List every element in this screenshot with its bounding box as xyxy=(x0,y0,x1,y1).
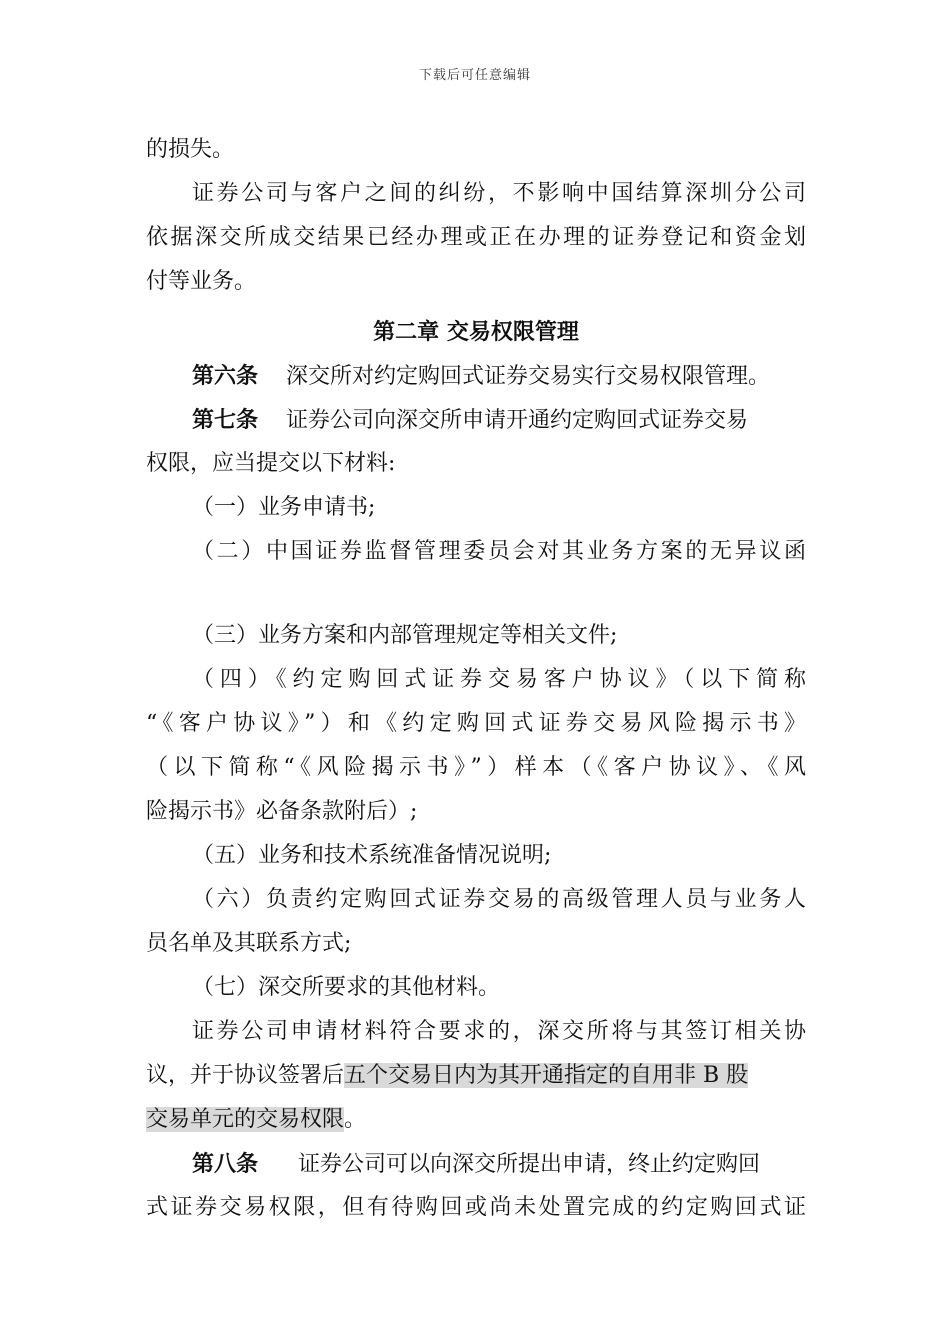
text-line: 的损失。 xyxy=(146,137,235,162)
highlighted-text: 交易单元的交易权限 xyxy=(146,1107,345,1132)
text-line: 员名单及其联系方式; xyxy=(146,931,352,956)
article-eight xyxy=(146,1142,806,1186)
list-item: （四）《约定购回式证券交易客户协议》（以下简称 xyxy=(192,667,806,692)
article-seven xyxy=(146,398,806,442)
text-line: 险揭示书》必备条款附后）; xyxy=(146,799,418,824)
text-span: 。 xyxy=(344,1107,367,1132)
text-line xyxy=(146,1098,806,1142)
text-line xyxy=(146,1054,806,1098)
text-line: 式证券交易权限，但有待购回或尚未处置完成的约定购回式证 xyxy=(146,1195,806,1220)
article-text: 证券公司向深交所申请开通约定购回式证券交易 xyxy=(286,408,749,433)
header-note: 下载后可任意编辑 xyxy=(418,68,531,83)
text-line: 付等业务。 xyxy=(146,269,257,294)
text-span: 议，并于协议签署后 xyxy=(146,1063,345,1088)
text-line: 证券公司申请材料符合要求的，深交所将与其签订相关协 xyxy=(192,1019,806,1044)
chapter-heading: 第二章 交易权限管理 xyxy=(373,319,579,345)
text-line: 权限，应当提交以下材料: xyxy=(146,451,396,476)
text-line: 证券公司与客户之间的纠纷，不影响中国结算深圳分公司 xyxy=(192,181,806,206)
list-item: （六）负责约定购回式证券交易的高级管理人员与业务人 xyxy=(192,887,806,912)
article-title: 第六条 xyxy=(192,363,259,389)
document-body xyxy=(146,128,806,1230)
text-line: 依据深交所成交结果已经办理或正在办理的证券登记和资金划 xyxy=(146,225,806,250)
list-item: （二）中国证券监督管理委员会对其业务方案的无异议函 xyxy=(192,539,806,564)
text-line: “《客户协议》”）和《约定购回式证券交易风险揭示书》 xyxy=(146,711,806,736)
text-line: （以下简称“《风险揭示书》”）样本（《客户协议》、《风 xyxy=(146,755,806,780)
highlighted-text: 五个交易日内为其开通指定的自用非 B 股 xyxy=(344,1063,749,1088)
article-title: 第七条 xyxy=(192,407,259,433)
article-text: 深交所对约定购回式证券交易实行交易权限管理。 xyxy=(286,364,771,389)
article-six xyxy=(146,354,806,398)
list-item: （一）业务申请书; xyxy=(192,495,376,520)
article-text: 证券公司可以向深交所提出申请，终止约定购回 xyxy=(298,1152,761,1177)
list-item: （五）业务和技术系统准备情况说明; xyxy=(192,843,552,868)
list-item: （三）业务方案和内部管理规定等相关文件; xyxy=(192,623,618,648)
list-item: （七）深交所要求的其他材料。 xyxy=(192,975,501,1000)
article-title: 第八条 xyxy=(192,1151,259,1177)
